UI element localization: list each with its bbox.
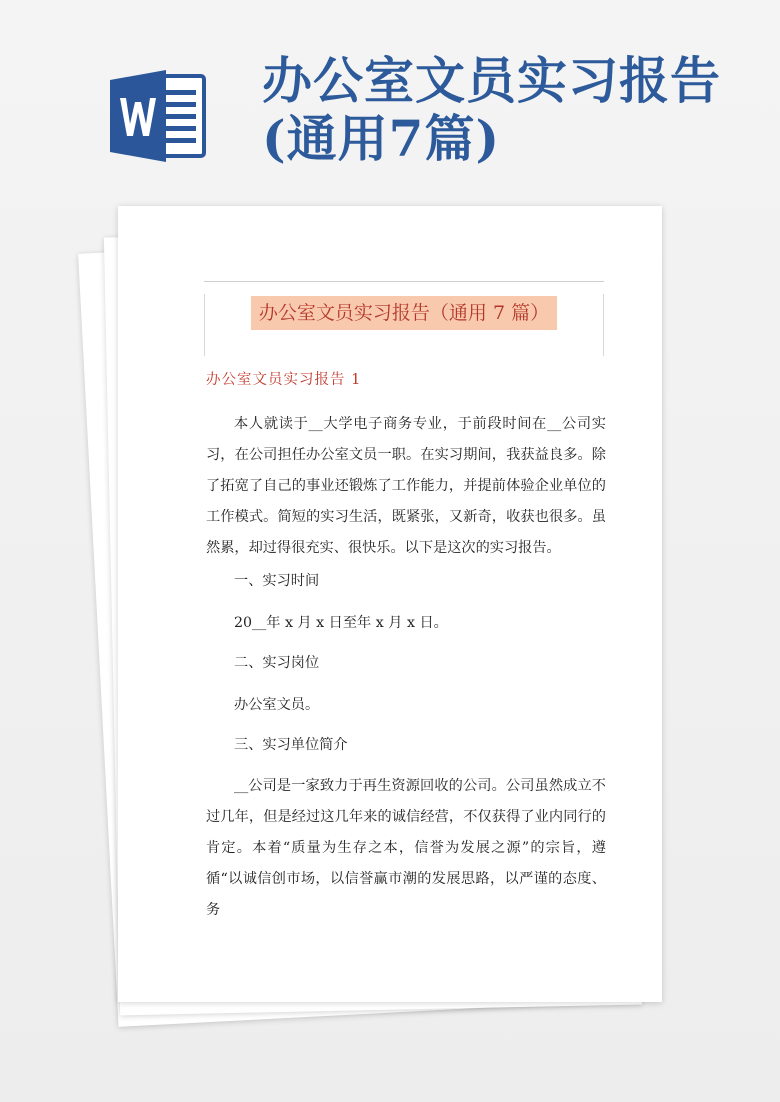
heading-company-intro: 三、实习单位简介 [234, 737, 348, 753]
intro-paragraph: 本人就读于__大学电子商务专业，于前段时间在__公司实习，在公司担任办公室文员一职。在实习期间，我获益良多。除了拓宽了自己的事业还锻炼了工作能力，并提前体验企业单位的工作模式。简短的实习生活，既紧张，又新奇，收获也很多。虽然累，却过得很充实、很快乐。以下是这次的实习报告。 [206, 416, 606, 556]
document-title-wrap [204, 296, 604, 330]
internship-time-value: 20__年 x 月 x 日至年 x 月 x 日。 [234, 615, 448, 631]
internship-position-value: 办公室文员。 [234, 697, 320, 713]
heading-internship-position: 二、实习岗位 [234, 655, 320, 671]
document-title: 办公室文员实习报告（通用 7 篇） [251, 296, 557, 330]
word-document-icon [108, 68, 208, 164]
header-rule [204, 281, 604, 282]
page-headline: 办公室文员实习报告(通用7篇) [262, 51, 721, 168]
company-intro-paragraph: __公司是一家致力于再生资源回收的公司。公司虽然成立不过几年，但是经过这几年来的诚信经营，不仅获得了业内同行的肯定。本着“质量为生存之本，信誉为发展之源”的宗旨，遵循“以诚信创市场，以信誉赢市潮的发展思路，以严谨的态度、务 [206, 778, 606, 918]
heading-internship-time: 一、实习时间 [234, 573, 320, 589]
section-heading: 办公室文员实习报告 1 [206, 372, 362, 388]
